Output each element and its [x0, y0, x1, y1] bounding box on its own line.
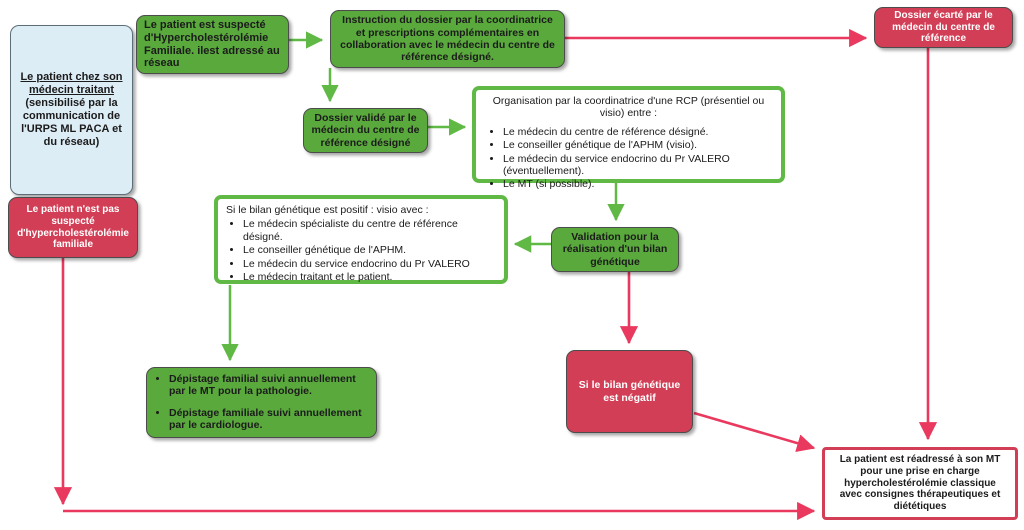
- node-patient-suspecte: [136, 15, 289, 74]
- node-organisation-rcp-title: Organisation par la coordinatrice d'une RCP (présentiel ou visio) entre :: [492, 95, 765, 120]
- node-bilan-positif: [214, 195, 508, 284]
- node-instruction-dossier-text: Instruction du dossier par la coordinatrice et prescriptions complémentaires en collaboration avec le médecin du centre de référence désigné.: [340, 14, 555, 64]
- node-bilan-positif-list: [226, 218, 496, 284]
- node-dossier-valide: [303, 108, 428, 153]
- node-dossier-valide-text: Dossier validé par le médecin du centre de référence désigné: [311, 111, 420, 149]
- node-readresse-mt: [822, 447, 1018, 520]
- node-dossier-ecarte-text: Dossier écarté par le médecin du centre de référence: [892, 9, 995, 45]
- list-item: • Le conseiller génétique de l'APHM (visio).: [503, 139, 771, 151]
- arrow-negatif-to-readresse: [694, 413, 814, 448]
- list-item: • Dépistage familial suivi annuellement par le MT pour la pathologie.: [169, 373, 369, 398]
- list-item: • Le médecin du service endocrino du Pr VALERO: [243, 258, 496, 270]
- node-readresse-mt-text: La patient est réadressé à son MT pour une prise en charge hypercholestérolémie classique avec consignes thérapeutiques et diététiques: [839, 454, 1001, 513]
- node-medecin-traitant-title: Le patient chez son médecin traitant: [20, 71, 123, 97]
- node-organisation-rcp-list: [486, 126, 771, 192]
- node-patient-non-suspecte-text: Le patient n'est pas suspecté d'hypercholestérolémie familiale: [17, 203, 129, 251]
- node-bilan-negatif: [566, 350, 693, 433]
- node-depistage: [146, 367, 377, 438]
- list-item: • Le médecin du service endocrino du Pr VALERO (éventuellement).: [503, 153, 771, 178]
- list-item: • Le médecin traitant et le patient.: [243, 271, 496, 283]
- node-patient-non-suspecte: [8, 197, 138, 258]
- node-medecin-traitant-subtitle: (sensibilisé par la communication de l'URPS ML PACA et du réseau): [21, 97, 122, 148]
- list-item: • Dépistage familiale suivi annuellement par le cardiologue.: [169, 407, 369, 432]
- node-instruction-dossier: [330, 10, 565, 68]
- list-item: • Le conseiller génétique de l'APHM.: [243, 244, 496, 256]
- node-patient-suspecte-text: Le patient est suspecté d'Hypercholestérolémie Familiale. ilest adressé au réseau: [144, 18, 280, 70]
- node-dossier-ecarte: [874, 7, 1013, 48]
- node-validation-bilan: [551, 227, 679, 272]
- node-bilan-positif-title: Si le bilan génétique est positif : visio avec :: [226, 204, 429, 216]
- list-item: • Le médecin du centre de référence désigné.: [503, 126, 771, 138]
- list-item: • Le MT (si possible).: [503, 178, 771, 190]
- node-validation-bilan-text: Validation pour la réalisation d'un bilan génétique: [562, 230, 668, 268]
- node-medecin-traitant: [10, 25, 133, 195]
- node-depistage-list: [154, 373, 369, 433]
- list-item: • Le médecin spécialiste du centre de référence désigné.: [243, 218, 496, 243]
- node-bilan-negatif-text: Si le bilan génétique est négatif: [578, 379, 681, 404]
- node-organisation-rcp: [472, 86, 785, 191]
